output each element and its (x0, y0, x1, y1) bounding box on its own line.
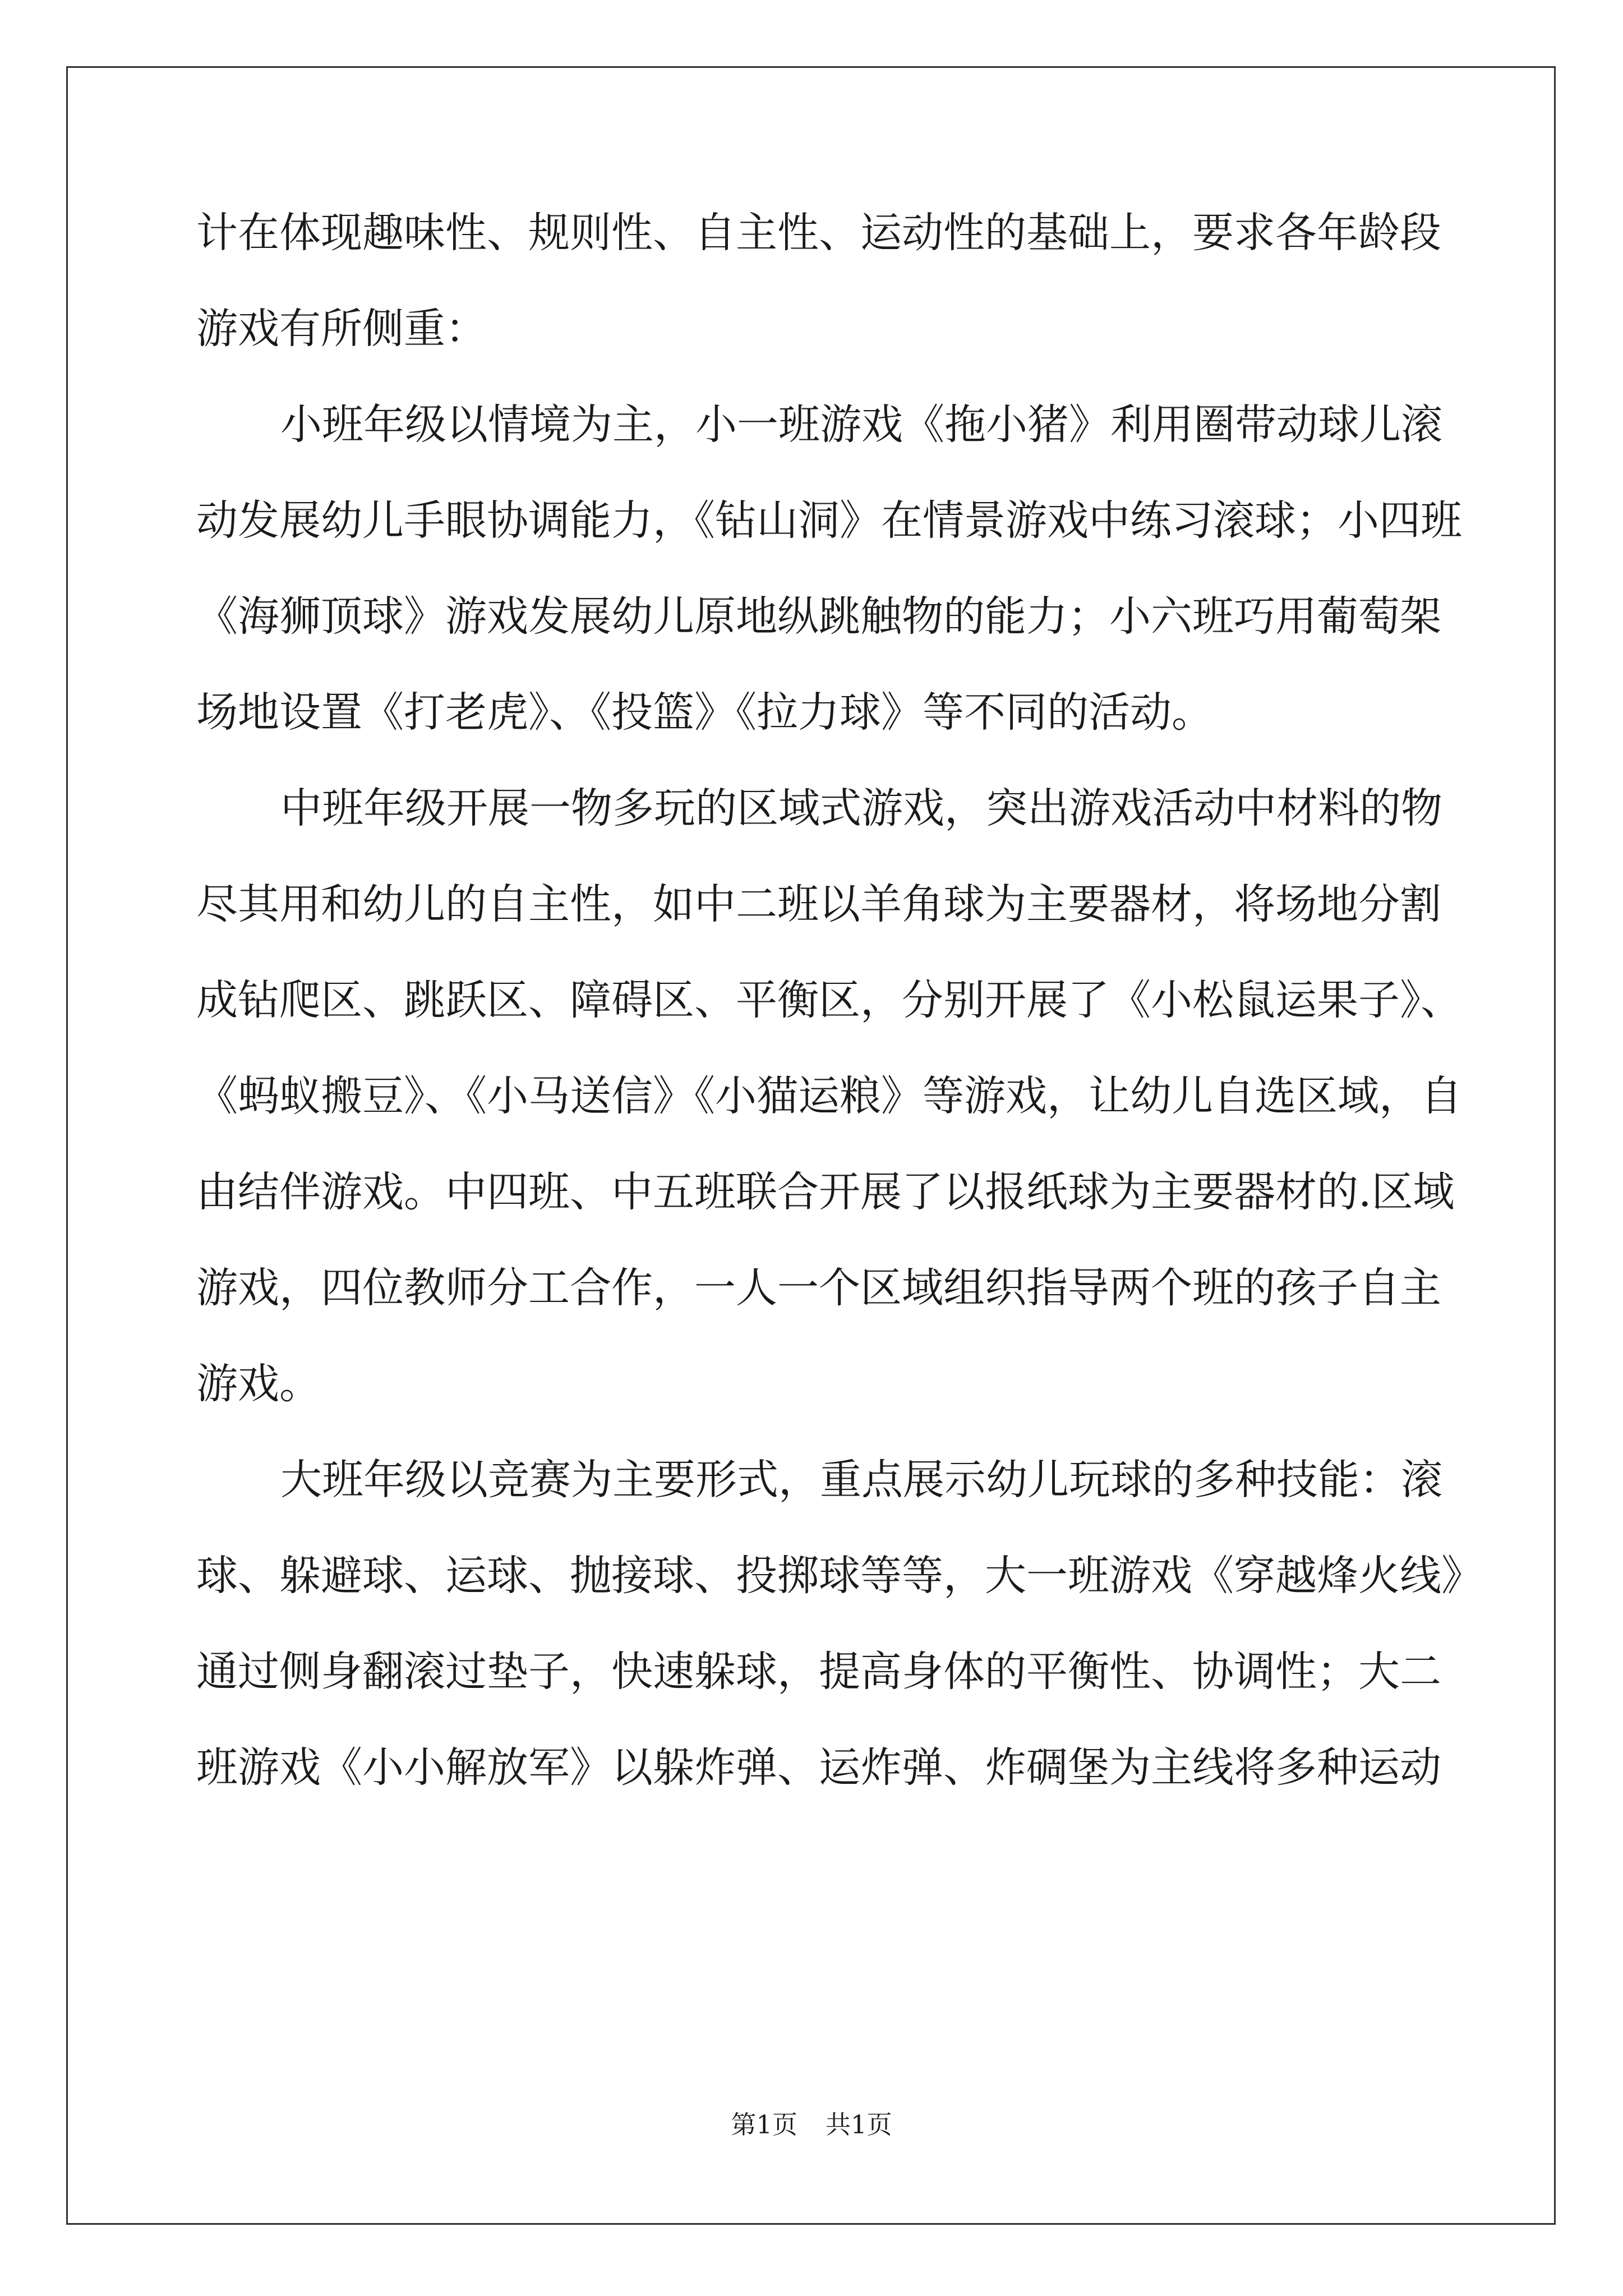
text-line: 计在体现趣味性、规则性、自主性、运动性的基础上，要求各年龄段 (196, 209, 1441, 257)
text-line: 尽其用和幼儿的自主性，如中二班以羊角球为主要器材，将场地分割 (196, 880, 1441, 928)
text-line: 动发展幼儿手眼协调能力，《钻山洞》在情景游戏中练习滚球；小四班 (196, 496, 1462, 545)
page-total: 共1页 (826, 2110, 892, 2139)
text-line: 场地设置《打老虎》、《投篮》《拉力球》等不同的活动。 (196, 688, 1213, 737)
text-line: 班游戏《小小解放军》以躲炸弹、运炸弹、炸碉堡为主线将多种运动 (196, 1743, 1441, 1792)
document-body (196, 209, 1483, 1839)
text-line: 游戏，四位教师分工合作，一人一个区域组织指导两个班的孩子自主 (196, 1264, 1441, 1312)
text-line: 《蚂蚁搬豆》、《小马送信》《小猫运粮》等游戏，让幼儿自选区域，自 (196, 1072, 1462, 1120)
text-line: 小班年级以情境为主，小一班游戏《拖小猪》利用圈带动球儿滚 (280, 401, 1442, 449)
text-line: 游戏。 (196, 1360, 321, 1408)
text-line: 成钻爬区、跳跃区、障碍区、平衡区，分别开展了《小松鼠运果子》、 (196, 976, 1462, 1024)
text-line: 中班年级开展一物多玩的区域式游戏，突出游戏活动中材料的物 (280, 784, 1442, 832)
text-line: 由结伴游戏。中四班、中五班联合开展了以报纸球为主要器材的.区域 (196, 1168, 1455, 1216)
text-line: 大班年级以竞赛为主要形式，重点展示幼儿玩球的多种技能：滚 (280, 1456, 1442, 1504)
page-footer (0, 2109, 1623, 2141)
text-line: 球、躲避球、运球、抛接球、投掷球等等，大一班游戏《穿越烽火线》 (196, 1552, 1483, 1600)
text-line: 《海狮顶球》游戏发展幼儿原地纵跳触物的能力；小六班巧用葡萄架 (196, 592, 1441, 641)
text-line: 游戏有所侧重： (196, 305, 487, 353)
text-line: 通过侧身翻滚过垫子，快速躲球，提高身体的平衡性、协调性；大二 (196, 1648, 1441, 1696)
page-number: 第1页 (731, 2110, 797, 2139)
